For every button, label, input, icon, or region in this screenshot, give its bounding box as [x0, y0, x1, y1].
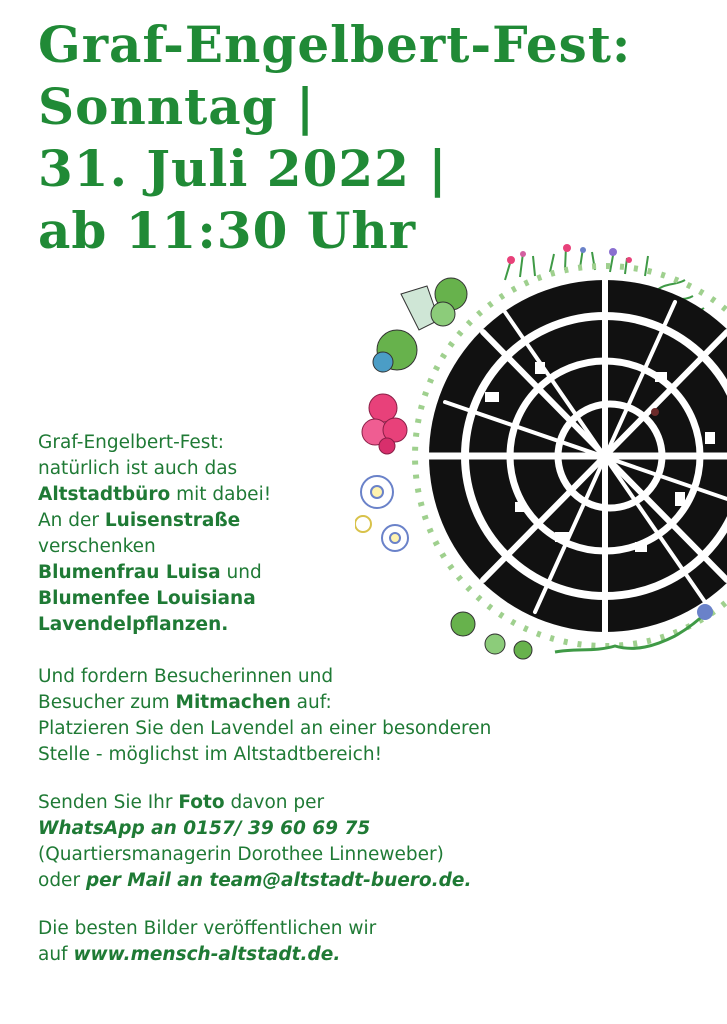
call-line: [38, 690, 578, 716]
website-link[interactable]: www.mensch-altstadt.de.: [73, 944, 341, 965]
call-line: Platzieren Sie den Lavendel an einer besonderen: [38, 718, 492, 739]
intro-line: [38, 560, 578, 586]
call-line: Stelle - möglichst im Altstadtbereich!: [38, 744, 382, 765]
send-text: Senden Sie Ihr: [38, 792, 179, 813]
send-line: [38, 790, 578, 816]
intro-line: [38, 508, 578, 534]
send-text: oder: [38, 870, 86, 891]
intro-line: verschenken: [38, 536, 156, 557]
publish-line: [38, 942, 578, 968]
send-line: [38, 868, 578, 894]
trees-left: [373, 278, 467, 372]
call-text: auf:: [290, 692, 332, 713]
publish-section: [38, 916, 578, 968]
headline: [38, 14, 631, 262]
blumenfee-label: Blumenfee Louisiana: [38, 588, 256, 609]
luisenstrasse-label: Luisenstraße: [104, 510, 241, 531]
send-text: davon per: [224, 792, 325, 813]
send-section: [38, 790, 578, 894]
intro-section: [38, 430, 578, 638]
intro-text: mit dabei!: [170, 484, 272, 505]
intro-text: An der: [38, 510, 105, 531]
call-section: [38, 664, 578, 768]
intro-line: [38, 612, 578, 638]
mail-link[interactable]: per Mail an team@altstadt-buero.de.: [85, 870, 472, 891]
intro-line: natürlich ist auch das: [38, 458, 238, 479]
intro-line: [38, 482, 578, 508]
lavendel-label: Lavendelpflanzen.: [38, 614, 229, 635]
publish-line: Die besten Bilder veröffentlichen wir: [38, 918, 377, 939]
intro-line: [38, 586, 578, 612]
mitmachen-label: Mitmachen: [175, 692, 291, 713]
headline-line-3: 31. Juli 2022 |: [38, 139, 448, 198]
whatsapp-number[interactable]: WhatsApp an 0157/ 39 60 69 75: [38, 818, 371, 839]
intro-text: und: [220, 562, 262, 583]
call-line: Und fordern Besucherinnen und: [38, 666, 334, 687]
flowers-top: [507, 244, 632, 264]
foto-label: Foto: [178, 792, 225, 813]
blumenfrau-label: Blumenfrau Luisa: [38, 562, 221, 583]
publish-text: auf: [38, 944, 74, 965]
call-text: Besucher zum: [38, 692, 176, 713]
altstadtbuero-label: Altstadtbüro: [38, 484, 171, 505]
intro-line: Graf-Engelbert-Fest:: [38, 432, 224, 453]
headline-line-2: Sonntag |: [38, 77, 316, 136]
manager-note: (Quartiersmanagerin Dorothee Linneweber): [38, 844, 444, 865]
headline-line-1: Graf-Engelbert-Fest:: [38, 15, 632, 74]
headline-line-4: ab 11:30 Uhr: [38, 201, 417, 260]
